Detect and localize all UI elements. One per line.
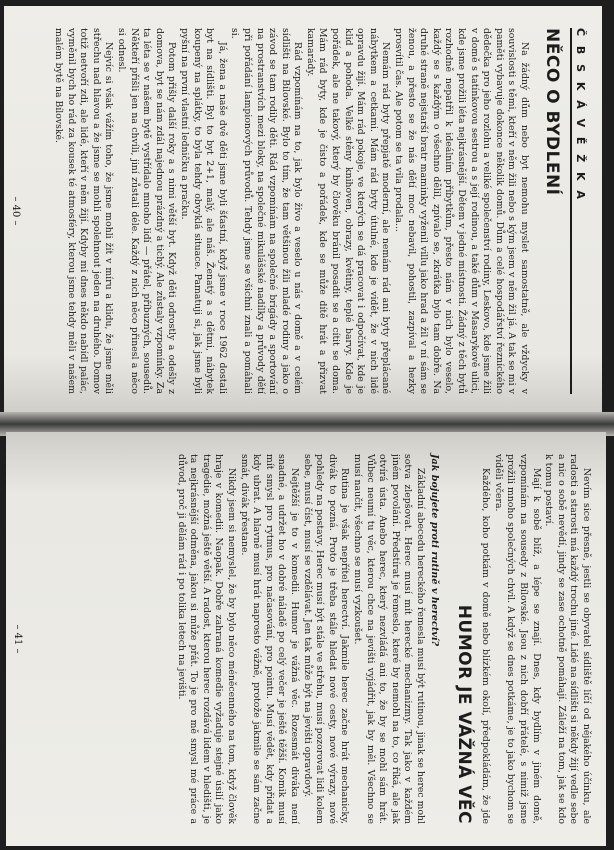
- paragraph: Základní abecedu hereckého řemesla musí být rutinou, jinak se herec mohl sotva zlepšovat. Herec musí mít herecké mechanizmy. Tak jako v každém jiném povolání. Předstírat je řemeslo, které by nemohl na to, co říká, ale jak otvírá ústa. Anebo herec, který nezvládá ani to, že by se mohl sám hrát. Vůbec neumí tu věc, kterou chce na jevišti vyjádřit, jak by měl. Všechno se musí naučit, všechno se musí vyzkoušet.: [352, 454, 426, 824]
- paragraph: Každého, koho potkám v domě nebo blízkém okolí, předpokládám, že jde: [480, 468, 492, 824]
- right-page-content: [6, 432, 606, 846]
- paragraph: Na žádný dům nebo byt nemohu myslet samostatně, ale vždycky v souvislosti s těmi, kteří v něm žili nebo s kým jsem v něm žil já. A tak se mi v paměti vybavuje dokonce několik domů. Dům a celé hospodářství řezníckého dědečka pro jeho rozlohu a veliké společenství rodiny, Leskovo, kde jsme žili v domě s tatínkovou sestrou a s její rodinou, a také dům v Masarykově ulici, kde jsme prožili léta nejkrásnější. Dětem v jedné místnosti. Žádný z těch bytů rozhodně nepatřil k ideálním příbytkům, přesto nám v nich bylo veselo, každý se s každým o všechno dělil, zpívalo se, zkrátka bylo tam dobře. Na druhé straně nejstarší bratr maminky vyženil villu jako hrad a žil v ní sám se ženou, a přesto se že nás dětí moc nebavil, pohostil, zazpíval a hezky prosvítil čas. Ale potom se ta vila prodala...: [393, 28, 530, 394]
- paragraph: Nikdy jsem si nemyslel, že by bylo něco méněcenného na tom, když člověk hraje v komedii. Naopak. Dobře zahraná komedie vyžaduje stejné úsilí jako tragédie, možná ještě větší. A radost, kterou herec rozdává lidem v hledišti, je ta nejkrásnější odměna, jakou si může přát. To je pro mě smysl mé práce a důvod, proč ji dělám rád i po tolika letech na jevišti.: [175, 454, 238, 824]
- paragraph: Mají k sobě blíž, a lépe se znají. Dnes, kdy bydlím v jiném domě, vzpomínám na sousedy z Bílovské. Jsou z nich dobří přátelé, s nimiž jsme prožili mnoho společných chvil. A když se dnes potkáme, je to jako bychom se viděli včera.: [492, 454, 542, 824]
- paragraph: Nevím sice přesně, jestli se obyvatel sídliště líčí od nějakého účinku, ale radosti a starosti má každý trochu jiné. Lidé na sídlišti si někdy žijí vedle sebe a nic o sobě nevědí, jindy se zase ochotně pomáhají. Záleží na tom, jak se kdo k tomu postaví.: [543, 454, 592, 824]
- right-page: [6, 432, 606, 846]
- page-number: – 40 –: [10, 196, 21, 226]
- right-heading-wrap: [444, 454, 474, 824]
- paragraph: Rutina je však nepřítel herectví. Jakmile herec začne hrát mechanicky, divák to pozná. Proto je třeba stále hledat nové cesty, nové výrazy, nové pohledy na postavy. Herec musí být stále ve střehu, musí pozorovat lidi kolem sebe, musí číst, musí se vzdělávat. Jen tak může být na jevišti opravdový.: [301, 454, 351, 824]
- running-header: [570, 28, 594, 394]
- article-title: HUMOR JE VÁŽNÁ VĚC: [454, 604, 474, 824]
- paragraph: Nejtěžší je to v komedii. Humor je vážná věc. Rozesmát diváka není snadné, a udržet ho v dobré náladě po celý večer je ještě těžší. Komik musí mít smysl pro rytmus, pro načasování, pro pointu. Musí vědět, kdy přidat a kdy ubrat. A hlavně musí hrát naprosto vážně, protože jakmile se sám začne smát, divák přestane.: [238, 454, 301, 824]
- running-head-text: Č B S K Á V Ě Ž K A: [574, 28, 587, 202]
- interview-question: Jak bojujete proti rutině v herectví?: [429, 454, 440, 647]
- right-article-body: [32, 454, 426, 824]
- left-article-body: [30, 28, 530, 394]
- paragraph: Nejvíc si však vážím toho, že jsme mohli žít v míru a klidu, že jsme měli střechu nad hlavou a že jsme se mohli spolehnout jeden na druhého. Domov totiž netvoří zdi, ale lidé, kteří v něm žijí. Kdyby mi dnes někdo nabídl palác, vyměnil bych ho rád za kousek té atmosféry, kterou jsme tehdy měli v našem malém bytě na Bílovské.: [53, 28, 115, 394]
- left-heading-wrap: [532, 28, 562, 394]
- paragraph: Nemám rád byty přepjatě moderní, ale nemám rád ani byty přeplácané nábytkem a cetkami. Mám rád byty útulné, kde je vidět, že v nich lidé opravdu žijí. Mám rád pokoje, ve kterých se dá pracovat i odpočívat, kde je klid a pohoda. Velké stěny knihoven, obrazy, květiny, teplé barvy. Kde je pořádek, ale ne takový, který by člověku bránil posadit se a cítit se doma. Mám rád byty, kde je čisto a pořádek, kde se může dítě hrát a přizvat kamarády.: [304, 28, 392, 394]
- paragraph: Já, žena a naše dvě děti jsme byli šťastní, když jsme v roce 1962 dostali byt na sídlišti. Byl to byt 2+1, malý, ale náš. Ženatý a s dětmi, nábytek koupený na splátky, to byla tehdy obvyklá situace. Pamatuji si, jak jsme byli pyšní na první vlastní ledničku a pračku.: [178, 28, 228, 394]
- paragraph: Rád vzpomínám na to, jak bylo živo a veselo u nás v domě a v celém sídlišti na Bílovské. Bylo to tím, že tam většinou žili mladé rodiny a jako o závod se tam rodily děti. Rád vzpomínám na společné brigády a sportování na prostranstvích mezi bloky, na společné mikulášské nadílky a průvody dětí při pořádání lampionových průvodů. Tehdy jsme se všichni znali a pomáhali si.: [229, 28, 304, 394]
- page-number: – 41 –: [12, 624, 23, 654]
- article-title: NĚCO O BYDLENÍ: [542, 28, 562, 196]
- previous-article-ending: [480, 454, 592, 824]
- paragraph: Potom přišly další roky a s nimi větší byt. Když děti odrostly a odešly z domova, byt se nám zdál najednou prázdný a tichý. Ale zůstaly vzpomínky. Za ta léta se v našem bytě vystřídalo mnoho lidí — přátel, příbuzných, sousedů. Někteří přišli jen na chvíli, jiní zůstali déle. Každý z nich něco přinesl a něco si odnesl.: [116, 28, 178, 394]
- left-page: [4, 6, 602, 416]
- left-page-content: [4, 6, 602, 416]
